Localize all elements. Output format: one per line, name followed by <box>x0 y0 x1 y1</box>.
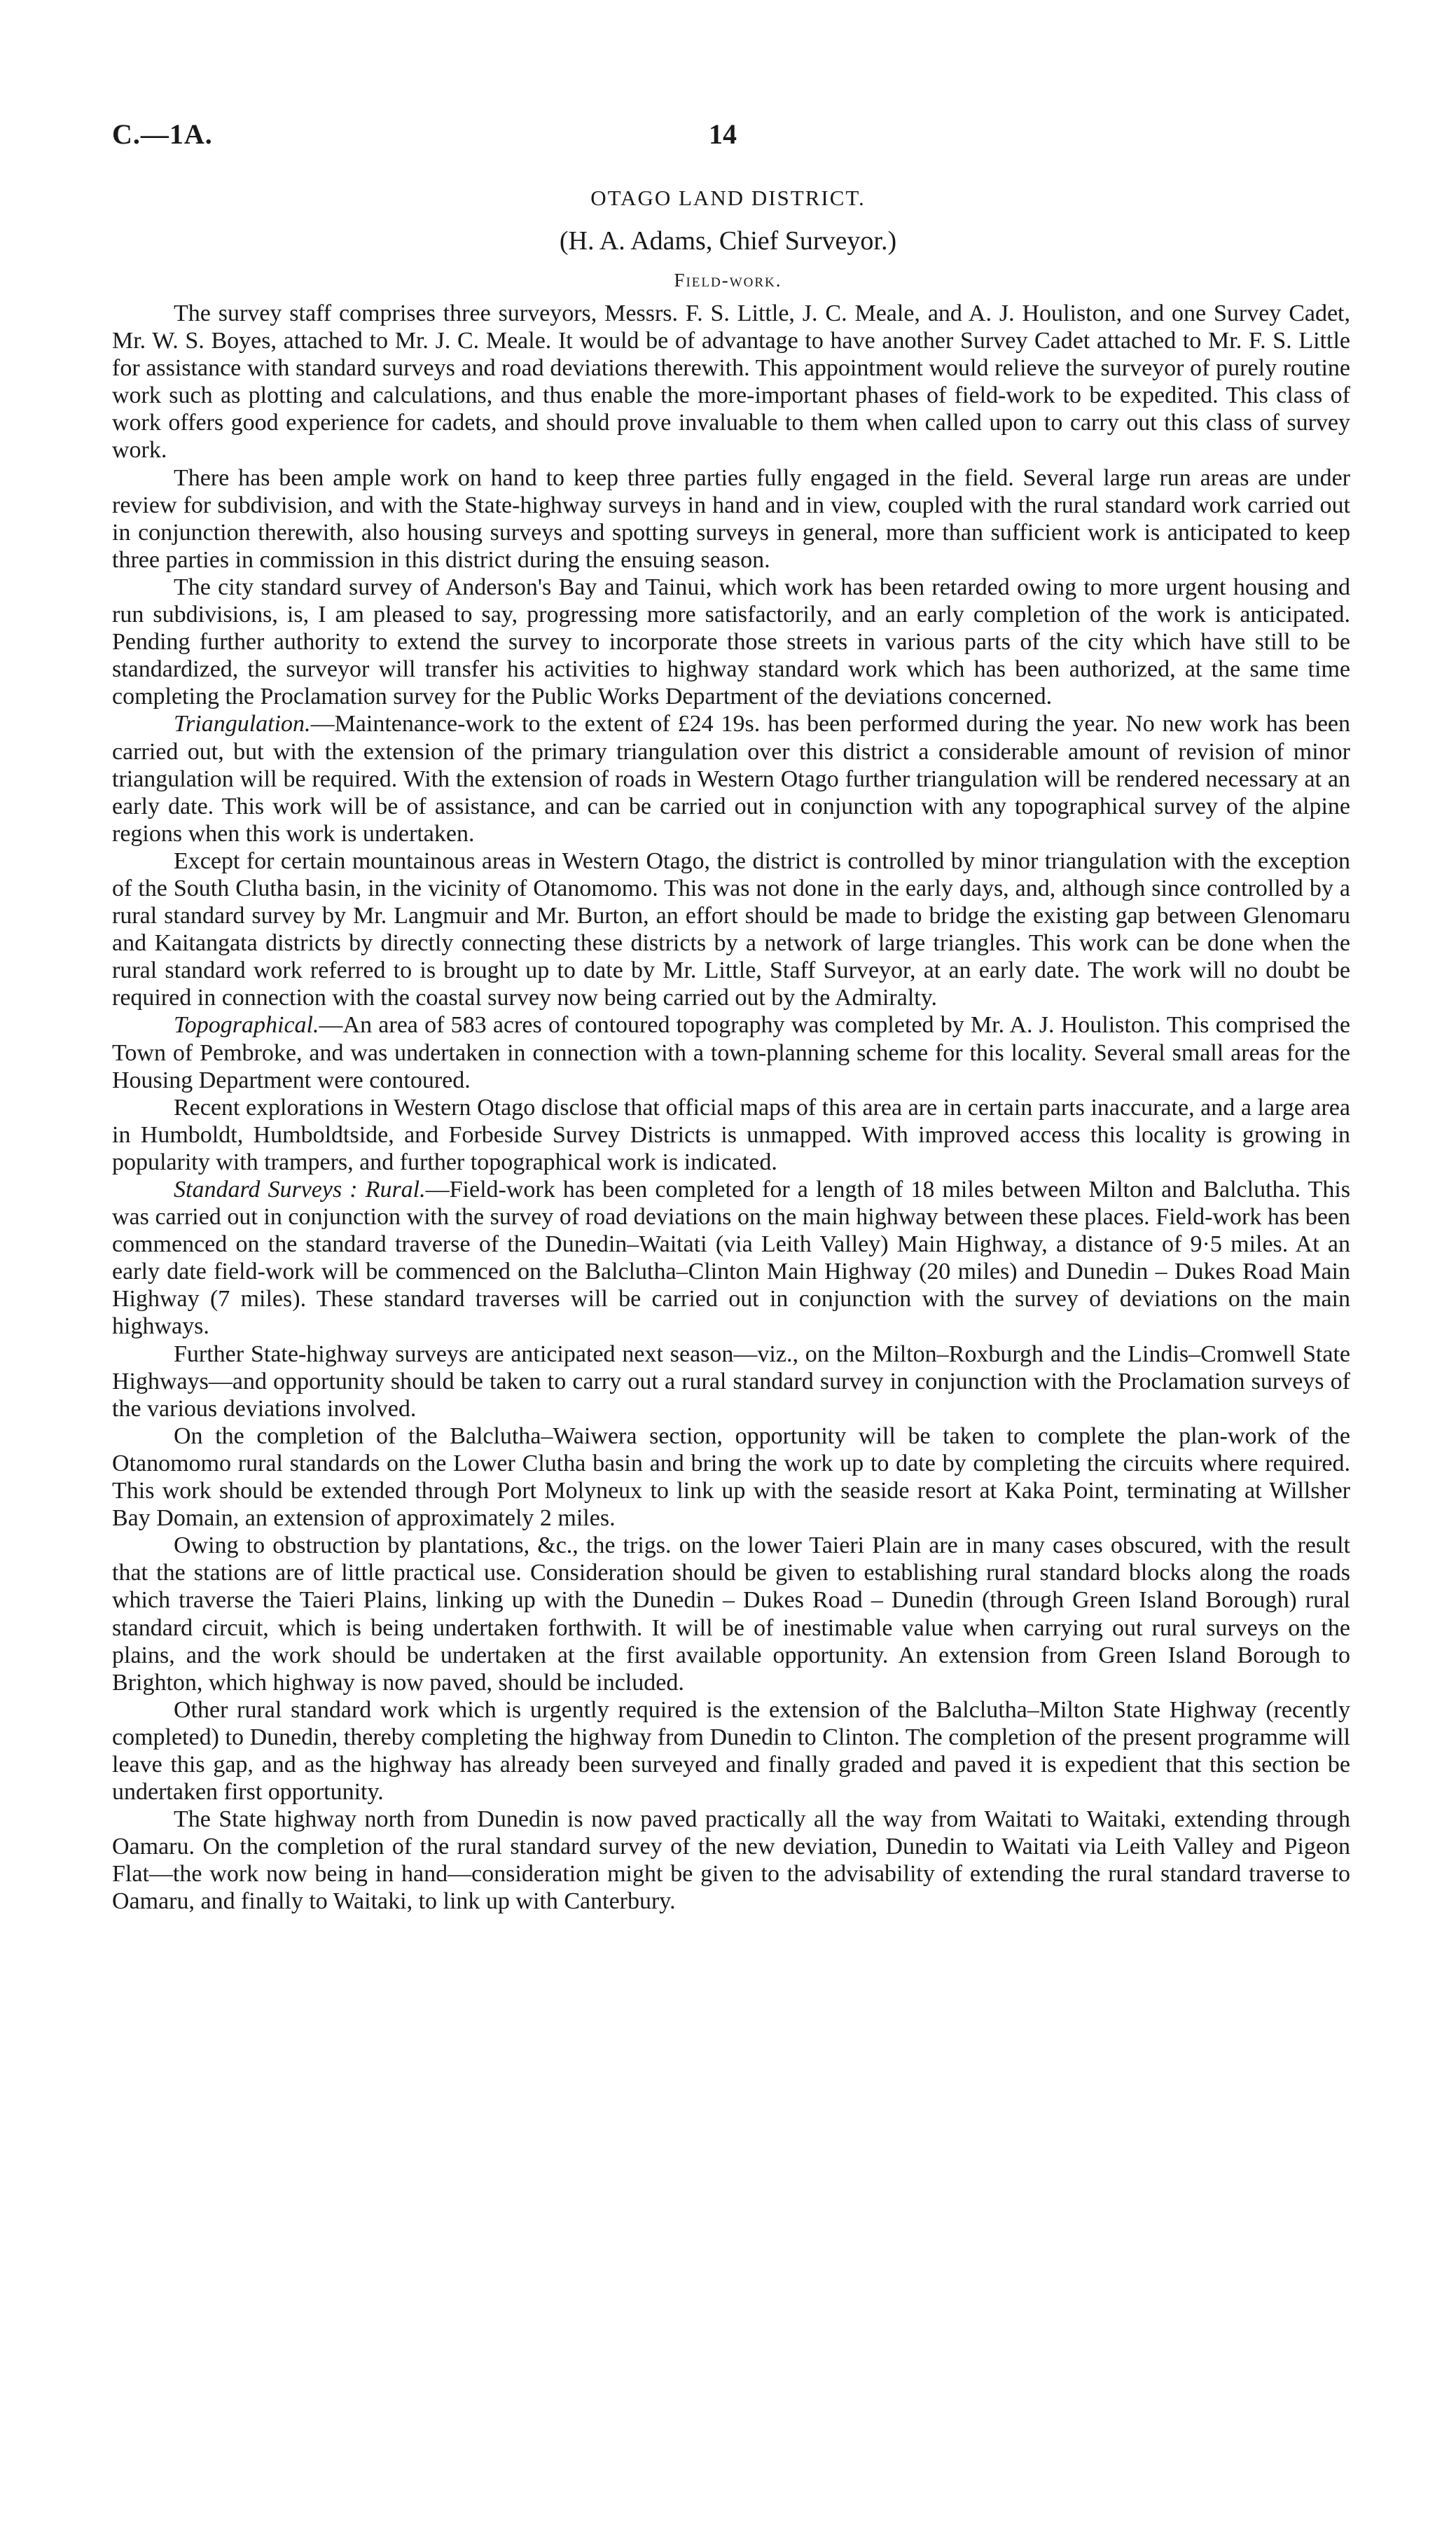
paragraph-survey-staff: The survey staff comprises three surveyors, Messrs. F. S. Little, J. C. Meale, and A. J. Houliston, and one Survey Cadet, Mr. W. S. Boyes, attached to Mr. J. C. Meale. It would be of advantage to have another Survey Cadet attached to Mr. F. S. Little for assistance with standard surveys and road deviations therewith. This appointment would relieve the surveyor of purely routine work such as plotting and calculations, and thus enable the more-important phases of field-work to be expedited. This class of work offers good experience for cadets, and should prove invaluable to them when called upon to carry out this class of survey work. <box>112 300 1350 464</box>
district-title: OTAGO LAND DISTRICT. <box>590 186 866 210</box>
paragraph-other-rural: Other rural standard work which is urgently required is the extension of the Balclutha–Milton State Highway (recently completed) to Dunedin, thereby completing the highway from Dunedin to Clinton. The completion of the present programme will leave this gap, and as the highway has already been surveyed and finally graded and paved it is expedient that this section be undertaken first opportunity. <box>112 1696 1350 1806</box>
chief-surveyor-subtitle: (H. A. Adams, Chief Surveyor.) <box>559 226 897 256</box>
report-reference: C.—1A. <box>112 118 213 150</box>
paragraph-city-standard: The city standard survey of Anderson's Bay and Tainui, which work has been retarded owing to more urgent housing and run subdivisions, is, I am pleased to say, progressing more satisfactorily, and an early completion of the work is anticipated. Pending further authority to extend the survey to incorporate those streets in various parts of the city which have still to be standardized, the surveyor will transfer his activities to highway standard work which has been authorized, at the same time completing the Proclamation survey for the Public Works Department of the deviations concerned. <box>112 574 1350 710</box>
paragraph-further-highway: Further State-highway surveys are anticipated next season—viz., on the Milton–Roxburgh and the Lindis–Cromwell State Highways—and opportunity should be taken to carry out a rural standard survey in conjunction with the Proclamation surveys of the various deviations involved. <box>112 1341 1350 1422</box>
standard-surveys-lead: Standard Surveys : Rural. <box>174 1177 426 1203</box>
paragraph-topographical: Topographical.—An area of 583 acres of contoured topography was completed by Mr. A. J. Houliston. This comprised the Town of Pembroke, and was undertaken in connection with a town-planning scheme for this locality. Several small areas for the Housing Department were contoured. <box>112 1012 1350 1093</box>
triangulation-lead: Triangulation. <box>174 711 311 738</box>
page-number: 14 <box>709 118 737 150</box>
paragraph-explorations: Recent explorations in Western Otago disclose that official maps of this area are in certain parts inaccurate, and a large area in Humboldt, Humboldtside, and Forbeside Survey Districts is unmapped. With improved access this locality is growing in popularity with trampers, and further topographical work is indicated. <box>112 1094 1350 1175</box>
paragraph-taieri-plain: Owing to obstruction by plantations, &c., the trigs. on the lower Taieri Plain are in many cases obscured, with the result that the stations are of little practical use. Consideration should be given to establishing rural standard blocks along the roads which traverse the Taieri Plains, linking up with the Dunedin – Dukes Road – Dunedin (through Green Island Borough) rural standard circuit, which is being undertaken forthwith. It will be of inestimable value when carrying out rural surveys on the plains, and the work should be undertaken at the first available opportunity. An extension from Green Island Borough to Brighton, which highway is now paved, should be included. <box>112 1532 1350 1696</box>
paragraph-standard-surveys: Standard Surveys : Rural.—Field-work has been completed for a length of 18 miles between Milton and Balclutha. This was carried out in conjunction with the survey of road deviations on the main highway between these places. Field-work has been commenced on the standard traverse of the Dunedin–Waitati (via Leith Valley) Main Highway, a distance of 9·5 miles. At an early date field-work will be commenced on the Balclutha–Clinton Main Highway (20 miles) and Dunedin – Dukes Road Main Highway (7 miles). These standard traverses will be carried out in conjunction with the survey of deviations on the main highways. <box>112 1177 1351 1340</box>
paragraph-balclutha-waiwera: On the completion of the Balclutha–Waiwera section, opportunity will be taken to complete the plan-work of the Otanomomo rural standards on the Lower Clutha basin and bring the work up to date by completing the circuits where required. This work should be extended through Port Molyneux to link up with the seaside resort at Kaka Point, terminating at Willsher Bay Domain, an extension of approximately 2 miles. <box>112 1422 1350 1532</box>
paragraph-ample-work: There has been ample work on hand to keep three parties fully engaged in the field. Several large run areas are under review for subdivision, and with the State-highway surveys in hand and in view, coupled with the rural standard work carried out in conjunction therewith, also housing surveys and spotting surveys in general, more than sufficient work is anticipated to keep three parties in commission in this district during the ensuing season. <box>112 464 1350 573</box>
section-heading: Field-work. <box>674 270 782 291</box>
topographical-lead: Topographical. <box>174 1012 319 1039</box>
paragraph-state-highway-north: The State highway north from Dunedin is now paved practically all the way from Waitati to Waitaki, extending through Oamaru. On the completion of the rural standard survey of the new deviation, Dunedin to Waitati via Leith Valley and Pigeon Flat—the work now being in hand—consideration might be given to the advisability of extending the rural standard traverse to Oamaru, and finally to Waitaki, to link up with Canterbury. <box>112 1806 1350 1915</box>
paragraph-triangulation: Triangulation.—Maintenance-work to the extent of £24 19s. has been performed during the year. No new work has been carried out, but with the extension of the primary triangulation over this district a considerable amount of revision of minor triangulation will be required. With the extension of roads in Western Otago further triangulation will be rendered necessary at an early date. This work will be of assistance, and can be carried out in conjunction with any topographical survey of the alpine regions when this work is undertaken. <box>112 711 1350 847</box>
paragraph-western-otago: Except for certain mountainous areas in Western Otago, the district is controlled by minor triangulation with the exception of the South Clutha basin, in the vicinity of Otanomomo. This was not done in the early days, and, although since controlled by a rural standard survey by Mr. Langmuir and Mr. Burton, an effort should be made to bridge the existing gap between Glenomaru and Kaitangata districts by directly connecting these districts by a network of large triangles. This work can be done when the rural standard work referred to is brought up to date by Mr. Little, Staff Surveyor, at an early date. The work will no doubt be required in connection with the coastal survey now being carried out by the Admiralty. <box>112 847 1350 1011</box>
report-body <box>112 300 1350 1916</box>
